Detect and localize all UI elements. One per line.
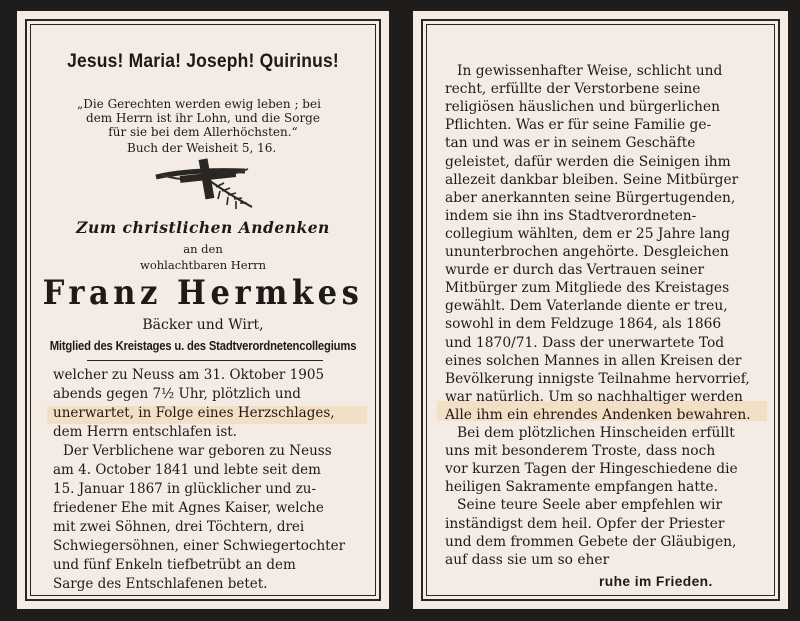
- eulogy-line-6: geleistet, dafür werden die Seinigen ihm: [445, 153, 731, 170]
- bio-line-12: Sarge des Entschlafenen betet.: [53, 576, 268, 592]
- eulogy-line-5: tan und was er in seinem Geschäfte: [445, 135, 696, 152]
- eulogy-line-21: Bei dem plötzlichen Hinscheiden erfüllt: [457, 425, 735, 441]
- bio-line-11: und fünf Enkeln tiefbetrübt an dem: [53, 557, 296, 573]
- quote-line-3: für sie bei dem Allerhöchsten.“: [108, 125, 298, 139]
- eulogy-line-20: Alle ihm ein ehrendes Andenken bewahren.: [445, 406, 751, 423]
- bio-line-1: welcher zu Neuss am 31. Oktober 1905: [53, 367, 325, 383]
- bio-line-6: am 4. October 1841 und lebte seit dem: [53, 462, 321, 478]
- eulogy-line-11: ununterbrochen angehörte. Desgleichen: [445, 244, 729, 260]
- bio-line-10: Schwiegersöhnen, einer Schwiegertochter: [53, 538, 346, 554]
- right-card: [413, 11, 788, 609]
- quote-line-1: „Die Gerechten werden ewig leben ; bei: [77, 97, 321, 111]
- membership-text: Mitglied des Kreistages u. des Stadtverordnetencollegiums: [49, 338, 357, 353]
- eulogy-line-4: Pflichten. Was er für seine Familie ge-: [445, 117, 712, 134]
- an-den-text: an den: [183, 242, 223, 256]
- invocation-heading: Jesus! Maria! Joseph! Quirinus!: [67, 51, 339, 72]
- eulogy-line-18: Bevölkerung innigste Teilnahme hervorrief,: [445, 370, 750, 387]
- eulogy-line-17: eines solchen Mannes in allen Kreisen der: [445, 352, 742, 369]
- eulogy-line-9: indem sie ihn ins Stadtverordneten-: [445, 207, 697, 224]
- closing-text: ruhe im Frieden.: [599, 573, 713, 589]
- eulogy-line-23: vor kurzen Tagen der Hingeschiedene die: [445, 461, 738, 478]
- eulogy-line-13: Mitbürger zum Mitgliede des Kreistages: [445, 280, 730, 297]
- quote-line-2: dem Herrn ist ihr Lohn, und die Sorge: [86, 111, 320, 125]
- eulogy-line-1: In gewissenhafter Weise, schlicht und: [457, 63, 723, 79]
- eulogy-line-7: allezeit dankbar bleiben. Seine Mitbürger: [445, 171, 739, 188]
- bio-line-9: mit zwei Söhnen, drei Töchtern, drei: [53, 519, 305, 535]
- bio-line-4: dem Herrn entschlafen ist.: [53, 424, 237, 440]
- eulogy-line-22: uns mit besonderem Troste, dass noch: [445, 443, 716, 460]
- honorific-text: wohlachtbaren Herrn: [140, 258, 266, 272]
- eulogy-line-26: inständigst dem heil. Opfer der Priester: [445, 515, 725, 532]
- bio-line-7: 15. Januar 1867 in glücklicher und zu-: [53, 481, 317, 497]
- cross-with-palm-icon: [150, 157, 260, 215]
- occupation-text: Bäcker und Wirt,: [142, 317, 264, 333]
- deceased-name: Franz Hermkes: [42, 273, 364, 313]
- quote-source: Buch der Weisheit 5, 16.: [127, 141, 277, 155]
- eulogy-line-8: aber anerkannten seine Bürgertugenden,: [445, 189, 736, 206]
- memorial-title: Zum christlichen Andenken: [76, 218, 330, 237]
- eulogy-line-10: collegium wählten, dem er 25 Jahre lang: [445, 225, 731, 242]
- left-card: [17, 11, 389, 609]
- eulogy-line-15: sowohl in dem Feldzuge 1864, als 1866: [445, 316, 722, 333]
- eulogy-line-24: heiligen Sakramente empfangen hatte.: [445, 479, 718, 496]
- eulogy-line-14: gewählt. Dem Vaterlande diente er treu,: [445, 298, 728, 315]
- eulogy-line-25: Seine teure Seele aber empfehlen wir: [457, 497, 723, 514]
- eulogy-line-3: religiösen häuslichen und bürgerlichen: [445, 99, 720, 116]
- bio-line-8: friedener Ehe mit Agnes Kaiser, welche: [53, 500, 324, 516]
- eulogy-line-2: recht, erfüllte der Verstorbene seine: [445, 81, 701, 98]
- eulogy-line-27: und dem frommen Gebete der Gläubigen,: [445, 533, 737, 550]
- divider-rule: [87, 360, 323, 361]
- eulogy-line-16: und 1870/71. Dass der unerwartete Tod: [445, 334, 725, 351]
- bio-line-3: unerwartet, in Folge eines Herzschlages,: [53, 405, 335, 421]
- eulogy-line-19: war natürlich. Um so nachhaltiger werden: [445, 388, 743, 405]
- bio-line-5: Der Verblichene war geboren zu Neuss: [63, 443, 332, 459]
- eulogy-line-28: auf dass sie um so eher: [445, 551, 610, 568]
- eulogy-line-12: wurde er durch das Vertrauen seiner: [445, 262, 705, 279]
- bio-line-2: abends gegen 7½ Uhr, plötzlich und: [53, 386, 301, 402]
